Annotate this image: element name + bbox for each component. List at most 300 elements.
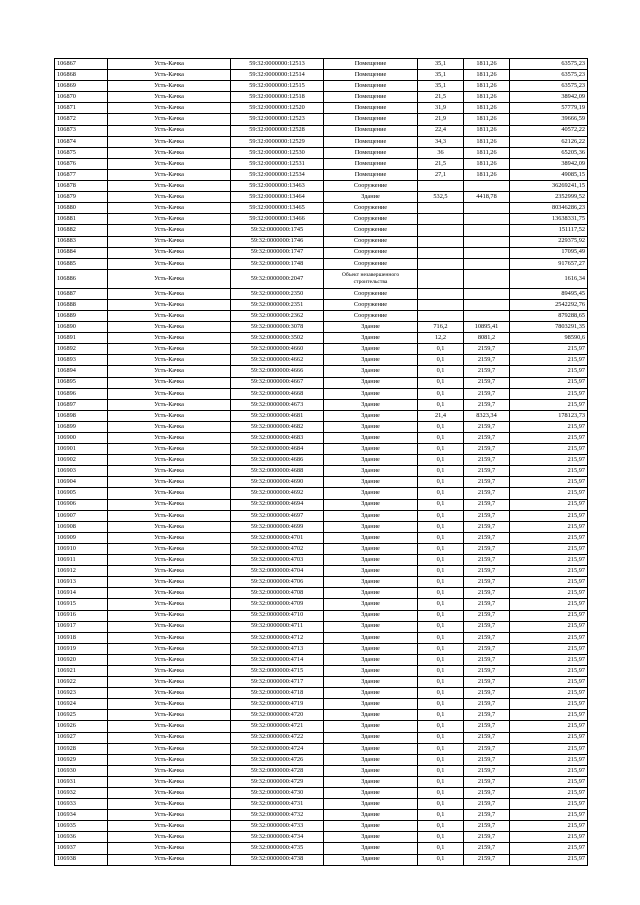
cell-cadastral-number: 59:32:0000000:4714 bbox=[231, 654, 324, 665]
cell-cadastral-number: 59:32:0000000:1748 bbox=[231, 258, 324, 269]
cell-cadastral-value: 215,97 bbox=[510, 721, 588, 732]
cell-district: Усть-Качка bbox=[108, 510, 231, 521]
cell-area: 36 bbox=[418, 147, 464, 158]
table-row bbox=[55, 310, 588, 321]
cell-row-id: 106883 bbox=[55, 236, 108, 247]
table-row bbox=[55, 299, 588, 310]
cell-cadastral-value: 215,97 bbox=[510, 566, 588, 577]
cell-specific-value: 8323,34 bbox=[464, 410, 510, 421]
cell-specific-value: 1811,26 bbox=[464, 59, 510, 70]
table-row bbox=[55, 366, 588, 377]
cell-area: 0,1 bbox=[418, 499, 464, 510]
cell-area: 0,1 bbox=[418, 588, 464, 599]
cell-district: Усть-Качка bbox=[108, 776, 231, 787]
cell-cadastral-value: 215,97 bbox=[510, 677, 588, 688]
cell-object-type: Помещение bbox=[324, 103, 418, 114]
cell-object-type: Здание bbox=[324, 832, 418, 843]
cell-cadastral-value: 215,97 bbox=[510, 599, 588, 610]
cell-specific-value: 2159,7 bbox=[464, 688, 510, 699]
cell-cadastral-value: 215,97 bbox=[510, 854, 588, 865]
table-row bbox=[55, 710, 588, 721]
cell-cadastral-number: 59:32:0000000:4702 bbox=[231, 543, 324, 554]
cell-object-type: Помещение bbox=[324, 169, 418, 180]
table-row bbox=[55, 499, 588, 510]
cell-row-id: 106935 bbox=[55, 821, 108, 832]
cell-specific-value: 2159,7 bbox=[464, 355, 510, 366]
cell-cadastral-value: 215,97 bbox=[510, 488, 588, 499]
cell-row-id: 106879 bbox=[55, 192, 108, 203]
cell-specific-value: 1811,26 bbox=[464, 81, 510, 92]
table-row bbox=[55, 388, 588, 399]
cell-object-type: Сооружение bbox=[324, 203, 418, 214]
cell-area: 0,1 bbox=[418, 366, 464, 377]
cell-row-id: 106905 bbox=[55, 488, 108, 499]
cell-area: 716,2 bbox=[418, 322, 464, 333]
cell-specific-value: 2159,7 bbox=[464, 377, 510, 388]
cell-object-type: Помещение bbox=[324, 125, 418, 136]
table-body bbox=[55, 59, 588, 866]
cell-cadastral-number: 59:32:0000000:12518 bbox=[231, 92, 324, 103]
cell-row-id: 106880 bbox=[55, 203, 108, 214]
cell-specific-value: 2159,7 bbox=[464, 588, 510, 599]
cell-cadastral-number: 59:32:0000000:4722 bbox=[231, 732, 324, 743]
cell-object-type: Помещение bbox=[324, 114, 418, 125]
cell-cadastral-value: 215,97 bbox=[510, 710, 588, 721]
cell-specific-value: 2159,7 bbox=[464, 444, 510, 455]
cell-district: Усть-Качка bbox=[108, 810, 231, 821]
table-row bbox=[55, 269, 588, 288]
cell-cadastral-number: 59:32:0000000:4713 bbox=[231, 643, 324, 654]
cell-cadastral-value: 229375,92 bbox=[510, 236, 588, 247]
cell-row-id: 106873 bbox=[55, 125, 108, 136]
cell-cadastral-value: 215,97 bbox=[510, 521, 588, 532]
cell-cadastral-value: 215,97 bbox=[510, 455, 588, 466]
cell-row-id: 106930 bbox=[55, 765, 108, 776]
table-row bbox=[55, 444, 588, 455]
cell-object-type: Здание bbox=[324, 665, 418, 676]
table-row bbox=[55, 410, 588, 421]
table-row bbox=[55, 203, 588, 214]
cell-row-id: 106925 bbox=[55, 710, 108, 721]
cell-cadastral-number: 59:32:0000000:4683 bbox=[231, 433, 324, 444]
cell-object-type: Здание bbox=[324, 532, 418, 543]
cell-cadastral-value: 215,97 bbox=[510, 466, 588, 477]
cell-district: Усть-Качка bbox=[108, 499, 231, 510]
table-row bbox=[55, 158, 588, 169]
cell-area bbox=[418, 214, 464, 225]
cell-district: Усть-Качка bbox=[108, 322, 231, 333]
cell-cadastral-value: 879288,65 bbox=[510, 310, 588, 321]
table-row bbox=[55, 555, 588, 566]
cell-row-id: 106884 bbox=[55, 247, 108, 258]
cell-cadastral-value: 215,97 bbox=[510, 477, 588, 488]
cell-cadastral-number: 59:32:0000000:2351 bbox=[231, 299, 324, 310]
table-row bbox=[55, 399, 588, 410]
cell-cadastral-value: 63575,23 bbox=[510, 59, 588, 70]
cell-district: Усть-Качка bbox=[108, 643, 231, 654]
cell-district: Усть-Качка bbox=[108, 577, 231, 588]
cell-row-id: 106871 bbox=[55, 103, 108, 114]
cell-district: Усть-Качка bbox=[108, 203, 231, 214]
cell-area bbox=[418, 310, 464, 321]
cell-area: 0,1 bbox=[418, 466, 464, 477]
cell-specific-value: 2159,7 bbox=[464, 754, 510, 765]
table-row bbox=[55, 355, 588, 366]
cell-cadastral-number: 59:32:0000000:2047 bbox=[231, 269, 324, 288]
cell-row-id: 106881 bbox=[55, 214, 108, 225]
cell-row-id: 106877 bbox=[55, 169, 108, 180]
cell-cadastral-number: 59:32:0000000:2350 bbox=[231, 288, 324, 299]
cell-cadastral-value: 80346286,23 bbox=[510, 203, 588, 214]
cell-district: Усть-Качка bbox=[108, 621, 231, 632]
cell-specific-value: 1811,26 bbox=[464, 125, 510, 136]
cell-district: Усть-Качка bbox=[108, 444, 231, 455]
cell-cadastral-number: 59:32:0000000:12523 bbox=[231, 114, 324, 125]
cell-area: 0,1 bbox=[418, 355, 464, 366]
cell-specific-value: 2159,7 bbox=[464, 799, 510, 810]
cell-area: 0,1 bbox=[418, 621, 464, 632]
cell-area: 0,1 bbox=[418, 765, 464, 776]
cell-specific-value: 2159,7 bbox=[464, 677, 510, 688]
table-row bbox=[55, 654, 588, 665]
cell-cadastral-value: 215,97 bbox=[510, 355, 588, 366]
cell-cadastral-value: 215,97 bbox=[510, 765, 588, 776]
cell-area: 0,1 bbox=[418, 799, 464, 810]
cell-row-id: 106875 bbox=[55, 147, 108, 158]
cell-district: Усть-Качка bbox=[108, 92, 231, 103]
cell-row-id: 106936 bbox=[55, 832, 108, 843]
cell-cadastral-value: 39666,59 bbox=[510, 114, 588, 125]
cell-cadastral-value: 215,97 bbox=[510, 843, 588, 854]
cell-specific-value bbox=[464, 181, 510, 192]
cell-specific-value: 10895,41 bbox=[464, 322, 510, 333]
cell-row-id: 106890 bbox=[55, 322, 108, 333]
cell-object-type: Здание bbox=[324, 854, 418, 865]
cell-cadastral-number: 59:32:0000000:12515 bbox=[231, 81, 324, 92]
cell-specific-value: 2159,7 bbox=[464, 344, 510, 355]
cell-area: 0,1 bbox=[418, 843, 464, 854]
cell-row-id: 106923 bbox=[55, 688, 108, 699]
cell-district: Усть-Качка bbox=[108, 665, 231, 676]
cell-cadastral-value: 98590,6 bbox=[510, 333, 588, 344]
cell-object-type: Здание bbox=[324, 399, 418, 410]
cell-row-id: 106932 bbox=[55, 788, 108, 799]
cell-specific-value bbox=[464, 214, 510, 225]
cell-area bbox=[418, 299, 464, 310]
table-row bbox=[55, 81, 588, 92]
cell-object-type: Здание bbox=[324, 643, 418, 654]
cell-row-id: 106915 bbox=[55, 599, 108, 610]
cell-district: Усть-Качка bbox=[108, 158, 231, 169]
cell-specific-value bbox=[464, 310, 510, 321]
cell-cadastral-number: 59:32:0000000:4712 bbox=[231, 632, 324, 643]
cell-specific-value bbox=[464, 203, 510, 214]
cell-cadastral-number: 59:32:0000000:1746 bbox=[231, 236, 324, 247]
cell-cadastral-number: 59:32:0000000:12529 bbox=[231, 136, 324, 147]
cell-area bbox=[418, 225, 464, 236]
cell-district: Усть-Качка bbox=[108, 765, 231, 776]
cell-cadastral-number: 59:32:0000000:1747 bbox=[231, 247, 324, 258]
table-row bbox=[55, 344, 588, 355]
table-row bbox=[55, 333, 588, 344]
cell-district: Усть-Качка bbox=[108, 688, 231, 699]
cell-area: 0,1 bbox=[418, 854, 464, 865]
table-row bbox=[55, 322, 588, 333]
cell-row-id: 106938 bbox=[55, 854, 108, 865]
cell-specific-value: 2159,7 bbox=[464, 854, 510, 865]
cell-cadastral-value: 215,97 bbox=[510, 654, 588, 665]
cell-object-type: Помещение bbox=[324, 59, 418, 70]
cell-area: 21,9 bbox=[418, 114, 464, 125]
cell-cadastral-number: 59:32:0000000:13464 bbox=[231, 192, 324, 203]
cell-cadastral-number: 59:32:0000000:4666 bbox=[231, 366, 324, 377]
cell-district: Усть-Качка bbox=[108, 832, 231, 843]
cell-cadastral-number: 59:32:0000000:12534 bbox=[231, 169, 324, 180]
cell-object-type: Здание bbox=[324, 654, 418, 665]
cell-specific-value: 2159,7 bbox=[464, 543, 510, 554]
cell-object-type: Здание bbox=[324, 577, 418, 588]
cell-cadastral-number: 59:32:0000000:4738 bbox=[231, 854, 324, 865]
cell-row-id: 106895 bbox=[55, 377, 108, 388]
table-row bbox=[55, 854, 588, 865]
cell-specific-value: 2159,7 bbox=[464, 610, 510, 621]
table-row bbox=[55, 225, 588, 236]
cell-district: Усть-Качка bbox=[108, 466, 231, 477]
cell-specific-value: 2159,7 bbox=[464, 765, 510, 776]
cell-row-id: 106933 bbox=[55, 799, 108, 810]
cell-cadastral-number: 59:32:0000000:4662 bbox=[231, 355, 324, 366]
cell-specific-value: 2159,7 bbox=[464, 621, 510, 632]
cell-area: 0,1 bbox=[418, 699, 464, 710]
cell-row-id: 106926 bbox=[55, 721, 108, 732]
cell-cadastral-number: 59:32:0000000:4704 bbox=[231, 566, 324, 577]
cell-row-id: 106898 bbox=[55, 410, 108, 421]
cell-area: 0,1 bbox=[418, 665, 464, 676]
cell-district: Усть-Качка bbox=[108, 843, 231, 854]
cell-cadastral-value: 215,97 bbox=[510, 444, 588, 455]
cell-cadastral-value: 215,97 bbox=[510, 743, 588, 754]
cell-row-id: 106924 bbox=[55, 699, 108, 710]
cell-district: Усть-Качка bbox=[108, 103, 231, 114]
cell-object-type: Здание bbox=[324, 192, 418, 203]
cell-district: Усть-Качка bbox=[108, 543, 231, 554]
cell-cadastral-value: 215,97 bbox=[510, 555, 588, 566]
cell-area: 35,1 bbox=[418, 81, 464, 92]
cell-row-id: 106908 bbox=[55, 521, 108, 532]
cell-object-type: Здание bbox=[324, 344, 418, 355]
cell-object-type: Сооружение bbox=[324, 310, 418, 321]
cell-row-id: 106909 bbox=[55, 532, 108, 543]
cell-cadastral-value: 151117,52 bbox=[510, 225, 588, 236]
cell-cadastral-number: 59:32:0000000:4731 bbox=[231, 799, 324, 810]
cell-district: Усть-Качка bbox=[108, 799, 231, 810]
cell-specific-value: 2159,7 bbox=[464, 399, 510, 410]
cell-row-id: 106896 bbox=[55, 388, 108, 399]
table-row bbox=[55, 743, 588, 754]
cell-specific-value: 2159,7 bbox=[464, 665, 510, 676]
table-row bbox=[55, 610, 588, 621]
cell-object-type: Помещение bbox=[324, 81, 418, 92]
cell-district: Усть-Качка bbox=[108, 566, 231, 577]
cell-district: Усть-Качка bbox=[108, 344, 231, 355]
cell-row-id: 106900 bbox=[55, 433, 108, 444]
table-row bbox=[55, 843, 588, 854]
cell-row-id: 106874 bbox=[55, 136, 108, 147]
cell-cadastral-value: 215,97 bbox=[510, 699, 588, 710]
cell-area: 0,1 bbox=[418, 788, 464, 799]
cell-cadastral-value: 1616,34 bbox=[510, 269, 588, 288]
cell-specific-value: 1811,26 bbox=[464, 169, 510, 180]
cell-row-id: 106891 bbox=[55, 333, 108, 344]
cell-district: Усть-Качка bbox=[108, 355, 231, 366]
cell-cadastral-number: 59:32:0000000:4692 bbox=[231, 488, 324, 499]
cell-cadastral-value: 215,97 bbox=[510, 610, 588, 621]
table-row bbox=[55, 70, 588, 81]
cell-row-id: 106901 bbox=[55, 444, 108, 455]
cell-district: Усть-Качка bbox=[108, 410, 231, 421]
cell-cadastral-number: 59:32:0000000:4728 bbox=[231, 765, 324, 776]
cell-object-type: Здание bbox=[324, 799, 418, 810]
cell-cadastral-number: 59:32:0000000:12531 bbox=[231, 158, 324, 169]
cell-cadastral-number: 59:32:0000000:4720 bbox=[231, 710, 324, 721]
cell-specific-value: 2159,7 bbox=[464, 710, 510, 721]
cell-cadastral-number: 59:32:0000000:4686 bbox=[231, 455, 324, 466]
cell-object-type: Здание bbox=[324, 599, 418, 610]
cell-row-id: 106897 bbox=[55, 399, 108, 410]
cell-area: 0,1 bbox=[418, 821, 464, 832]
cell-object-type: Здание bbox=[324, 543, 418, 554]
cell-object-type: Здание bbox=[324, 433, 418, 444]
cell-cadastral-number: 59:32:0000000:4726 bbox=[231, 754, 324, 765]
cell-cadastral-value: 215,97 bbox=[510, 643, 588, 654]
table-row bbox=[55, 258, 588, 269]
cell-area: 0,1 bbox=[418, 532, 464, 543]
cell-specific-value: 2159,7 bbox=[464, 499, 510, 510]
cell-row-id: 106907 bbox=[55, 510, 108, 521]
cell-area: 0,1 bbox=[418, 344, 464, 355]
cell-area: 22,4 bbox=[418, 125, 464, 136]
cell-district: Усть-Качка bbox=[108, 258, 231, 269]
cell-row-id: 106903 bbox=[55, 466, 108, 477]
cell-district: Усть-Качка bbox=[108, 225, 231, 236]
cell-district: Усть-Качка bbox=[108, 399, 231, 410]
cell-district: Усть-Качка bbox=[108, 310, 231, 321]
cell-object-type: Здание bbox=[324, 621, 418, 632]
cell-specific-value: 2159,7 bbox=[464, 566, 510, 577]
cell-cadastral-number: 59:32:0000000:1745 bbox=[231, 225, 324, 236]
cell-object-type: Здание bbox=[324, 788, 418, 799]
cell-district: Усть-Качка bbox=[108, 192, 231, 203]
cell-cadastral-number: 59:32:0000000:4709 bbox=[231, 599, 324, 610]
cell-object-type: Помещение bbox=[324, 136, 418, 147]
cell-specific-value: 2159,7 bbox=[464, 643, 510, 654]
table-row bbox=[55, 799, 588, 810]
cell-area: 0,1 bbox=[418, 521, 464, 532]
cell-specific-value bbox=[464, 225, 510, 236]
cell-row-id: 106870 bbox=[55, 92, 108, 103]
cell-object-type: Здание bbox=[324, 688, 418, 699]
table-row bbox=[55, 821, 588, 832]
cell-cadastral-number: 59:32:0000000:4701 bbox=[231, 532, 324, 543]
cell-cadastral-number: 59:32:0000000:4711 bbox=[231, 621, 324, 632]
cell-cadastral-value: 215,97 bbox=[510, 754, 588, 765]
cell-specific-value: 2159,7 bbox=[464, 743, 510, 754]
cell-cadastral-value: 215,97 bbox=[510, 588, 588, 599]
cell-object-type: Сооружение bbox=[324, 288, 418, 299]
cell-object-type: Здание bbox=[324, 776, 418, 787]
cell-row-id: 106867 bbox=[55, 59, 108, 70]
cell-area: 0,1 bbox=[418, 399, 464, 410]
cell-cadastral-value: 215,97 bbox=[510, 810, 588, 821]
cell-district: Усть-Качка bbox=[108, 333, 231, 344]
table-row bbox=[55, 765, 588, 776]
cell-row-id: 106885 bbox=[55, 258, 108, 269]
cell-cadastral-value: 917657,27 bbox=[510, 258, 588, 269]
table-row bbox=[55, 114, 588, 125]
table-row bbox=[55, 665, 588, 676]
cell-cadastral-value: 63575,23 bbox=[510, 70, 588, 81]
cell-object-type: Здание bbox=[324, 366, 418, 377]
cell-cadastral-value: 215,97 bbox=[510, 510, 588, 521]
cell-cadastral-value: 215,97 bbox=[510, 665, 588, 676]
cell-cadastral-value: 38942,09 bbox=[510, 158, 588, 169]
cell-object-type: Сооружение bbox=[324, 258, 418, 269]
cell-cadastral-value: 215,97 bbox=[510, 732, 588, 743]
cell-row-id: 106889 bbox=[55, 310, 108, 321]
cell-specific-value: 2159,7 bbox=[464, 699, 510, 710]
cell-row-id: 106922 bbox=[55, 677, 108, 688]
cell-object-type: Здание bbox=[324, 566, 418, 577]
cell-row-id: 106913 bbox=[55, 577, 108, 588]
cell-object-type: Помещение bbox=[324, 70, 418, 81]
table-row bbox=[55, 577, 588, 588]
cell-cadastral-number: 59:32:0000000:2362 bbox=[231, 310, 324, 321]
cell-district: Усть-Качка bbox=[108, 488, 231, 499]
cell-specific-value: 2159,7 bbox=[464, 433, 510, 444]
table-row bbox=[55, 236, 588, 247]
cell-row-id: 106919 bbox=[55, 643, 108, 654]
table-row bbox=[55, 488, 588, 499]
cell-area: 0,1 bbox=[418, 444, 464, 455]
table-row bbox=[55, 169, 588, 180]
cell-district: Усть-Качка bbox=[108, 732, 231, 743]
cell-district: Усть-Качка bbox=[108, 599, 231, 610]
cell-area: 21,5 bbox=[418, 158, 464, 169]
cell-row-id: 106914 bbox=[55, 588, 108, 599]
cell-object-type: Здание bbox=[324, 333, 418, 344]
cell-area bbox=[418, 258, 464, 269]
cell-specific-value: 2159,7 bbox=[464, 832, 510, 843]
cell-district: Усть-Качка bbox=[108, 125, 231, 136]
cell-object-type: Здание bbox=[324, 388, 418, 399]
cell-cadastral-number: 59:32:0000000:4734 bbox=[231, 832, 324, 843]
cell-district: Усть-Качка bbox=[108, 388, 231, 399]
cell-object-type: Здание bbox=[324, 444, 418, 455]
table-row bbox=[55, 214, 588, 225]
cell-cadastral-value: 215,97 bbox=[510, 632, 588, 643]
table-row bbox=[55, 621, 588, 632]
cell-cadastral-number: 59:32:0000000:4706 bbox=[231, 577, 324, 588]
cell-cadastral-value: 215,97 bbox=[510, 577, 588, 588]
cell-specific-value: 1811,26 bbox=[464, 114, 510, 125]
table-row bbox=[55, 532, 588, 543]
cell-district: Усть-Качка bbox=[108, 247, 231, 258]
cell-specific-value: 2159,7 bbox=[464, 466, 510, 477]
cell-specific-value: 2159,7 bbox=[464, 843, 510, 854]
cell-cadastral-number: 59:32:0000000:4732 bbox=[231, 810, 324, 821]
cell-district: Усть-Качка bbox=[108, 236, 231, 247]
cell-district: Усть-Качка bbox=[108, 147, 231, 158]
